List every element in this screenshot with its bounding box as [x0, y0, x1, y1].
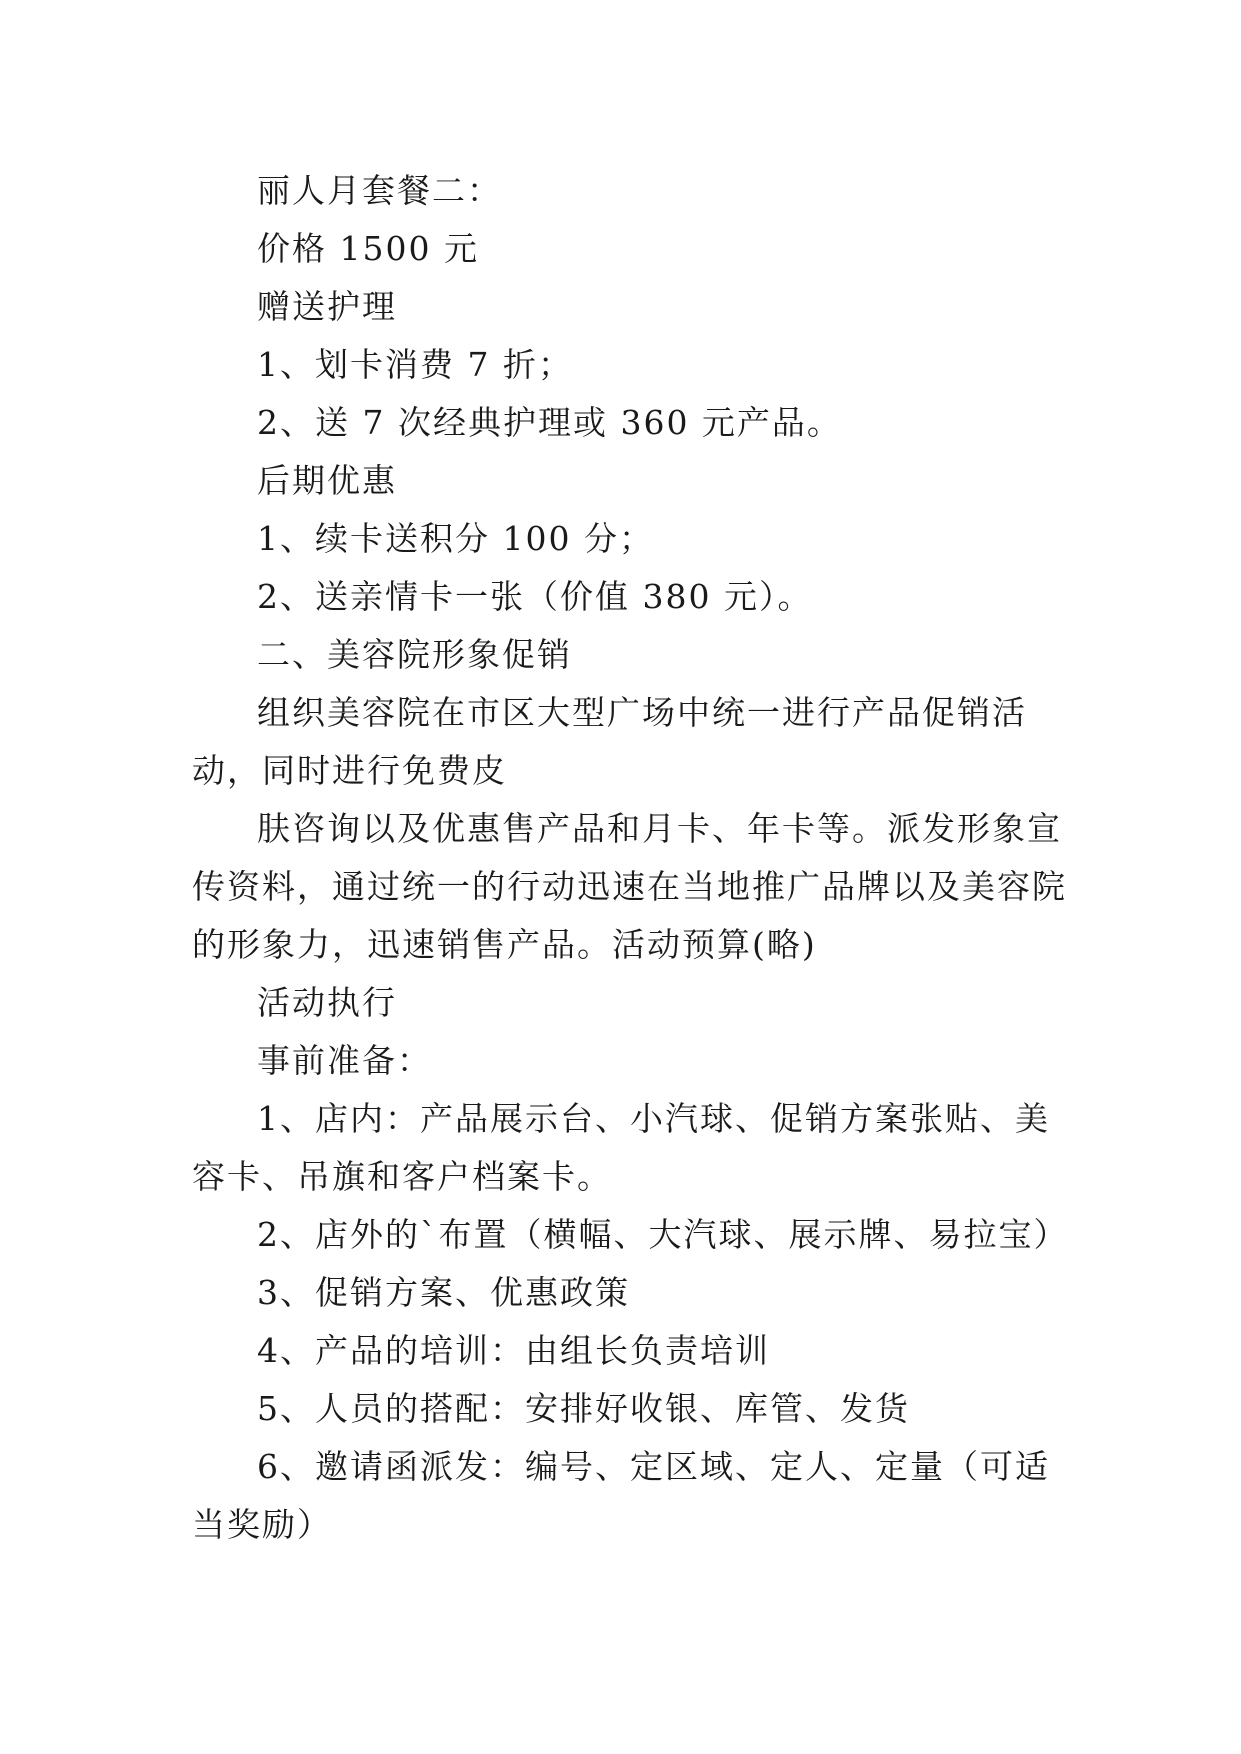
- paragraph: 肤咨询以及优惠售产品和月卡、年卡等。派发形象宣传资料，通过统一的行动迅速在当地推广品牌以及美容院的形象力，迅速销售产品。活动预算(略): [192, 809, 1067, 964]
- paragraph: 2、送亲情卡一张（价值 380 元）。: [257, 577, 813, 616]
- paragraph: 二、美容院形象促销: [257, 635, 572, 674]
- paragraph: 活动执行: [257, 983, 397, 1022]
- paragraph: 丽人月套餐二：: [257, 171, 502, 210]
- paragraph: 1、店内：产品展示台、小汽球、促销方案张贴、美容卡、吊旗和客户档案卡。: [192, 1099, 1050, 1196]
- paragraph: 组织美容院在市区大型广场中统一进行产品促销活动，同时进行免费皮: [192, 693, 1027, 790]
- paragraph: 后期优惠: [257, 461, 397, 500]
- paragraph: 价格 1500 元: [257, 229, 479, 268]
- paragraph: 2、店外的`布置（横幅、大汽球、展示牌、易拉宝）: [257, 1215, 1069, 1254]
- paragraph: 1、续卡送积分 100 分；: [257, 519, 654, 558]
- document-body: [192, 162, 1072, 1554]
- paragraph: 1、划卡消费 7 折；: [257, 345, 573, 384]
- paragraph: 6、邀请函派发：编号、定区域、定人、定量（可适当奖励）: [192, 1447, 1050, 1544]
- paragraph: 赠送护理: [257, 287, 397, 326]
- paragraph: 事前准备：: [257, 1041, 432, 1080]
- paragraph: 4、产品的培训：由组长负责培训: [257, 1331, 770, 1370]
- paragraph: 5、人员的搭配：安排好收银、库管、发货: [257, 1389, 910, 1428]
- paragraph: 2、送 7 次经典护理或 360 元产品。: [257, 403, 842, 442]
- paragraph: 3、促销方案、优惠政策: [257, 1273, 630, 1312]
